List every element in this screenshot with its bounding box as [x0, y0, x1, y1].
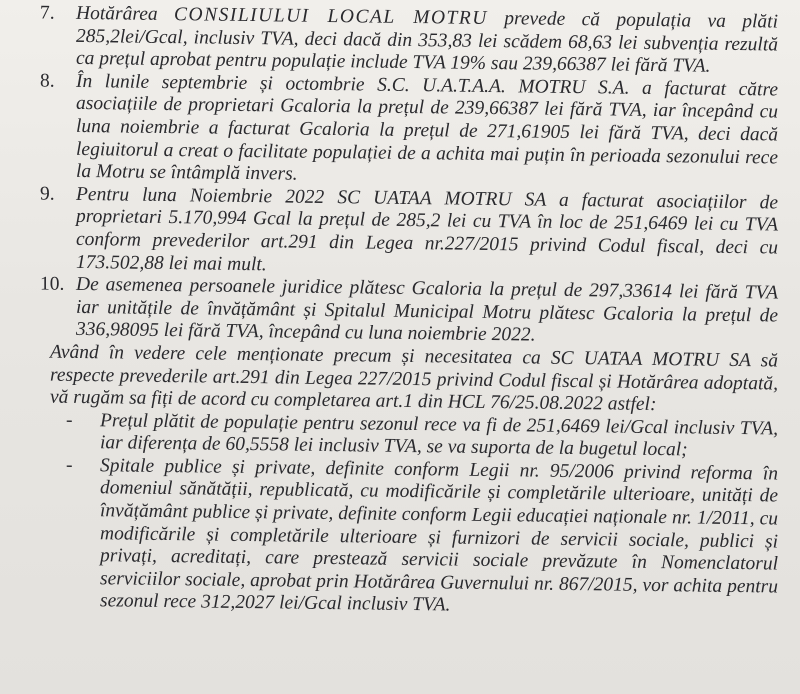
item-rest: prevede că populația va plăti 285,2lei/Gcal, inclusiv TVA, deci dacă din 353,83 lei scădem 68,63 lei subvenția rezultă ca prețul aprobat pentru populație include TVA 19% sau 239,66387 lei fără TVA.: [76, 7, 778, 77]
item-lead: Hotărârea: [76, 2, 158, 25]
list-item-9: [0, 183, 800, 283]
bullet-dash: -: [66, 454, 73, 476]
bullet-text: Spitale publice și private, definite conform Legii nr. 95/2006 privind reforma în domeniul sănătății, republicată, cu modificările și completările ulterioare, unități de învățământ publice și private, definite conform Legii educației naționale nr. 1/2011, cu modificările și completările ulterioare și furnizori de servicii sociale, publici și privați, acreditați, care prestează servicii sociale prevăzute în Nomenclatorul serviciilor sociale, aprobat prin Hotărârea Guvernului nr. 867/2015, vor achita pentru sezonul rece 312,2027 lei/Gcal inclusiv TVA.: [100, 455, 778, 616]
item-text: [76, 3, 778, 79]
bullet-text: Prețul plătit de populație pentru sezonul rece va fi de 251,6469 lei/Gcal inclusiv TVA, iar diferența de 60,5558 lei inclusiv TVA, se va suporta de la bugetul local;: [100, 409, 778, 461]
intro-text: Având în vedere cele menționate precum și necesitatea ca SC UATAA MOTRU SA să respecte prevederile art.291 din Legea 227/2015 privind Codul fiscal și Hotărârea adoptată, vă rugăm sa fiți de acord cu completarea art.1 din HCL 76/25.08.2022 astfel:: [50, 341, 778, 416]
item-text: Pentru luna Noiembrie 2022 SC UATAA MOTRU SA a facturat asociațiilor de proprietari 5.170,994 Gcal la prețul de 285,2 lei cu TVA în loc de 251,6469 lei cu TVA conform prevederilor art.291 din Legea nr.227/2015 privind Codul fiscal, deci cu 173.502,88 lei mai mult.: [76, 183, 778, 275]
bullet-dash: -: [66, 409, 73, 431]
item-text: De asemenea persoanele juridice plătesc Gcaloria la prețul de 297,33614 lei fără TVA iar unitățile de învățământ și Spitalul Municipal Motru plătesc Gcaloria la prețul de 336,98095 lei fără TVA, începând cu luna noiembrie 2022.: [76, 274, 778, 346]
document-body: [0, 2, 800, 622]
item-text: În lunile septembrie și octombrie S.C. U.A.T.A.A. MOTRU S.A. a facturat către asociațiile de proprietari Gcaloria la prețul de 239,66387 lei fără TVA, iar începând cu luna noiembrie a facturat Gcaloria la prețul de 271,61905 lei fără TVA, deci dacă legiuitorul a creat o facilitate populației de a achita mai puțin în perioada sezonului rece la Motru se întâmplă invers.: [76, 70, 778, 185]
item-number: 8.: [40, 70, 55, 92]
bullet-item: [0, 454, 800, 622]
item-number: 10.: [40, 273, 65, 295]
item-number: 7.: [40, 2, 55, 24]
list-item-10: [0, 273, 800, 351]
item-number: 9.: [40, 183, 55, 205]
intro-paragraph: [0, 341, 800, 419]
list-item-8: [0, 70, 800, 193]
list-item-7: [0, 2, 800, 80]
council-name: CONSILIULUI LOCAL MOTRU: [173, 4, 488, 29]
